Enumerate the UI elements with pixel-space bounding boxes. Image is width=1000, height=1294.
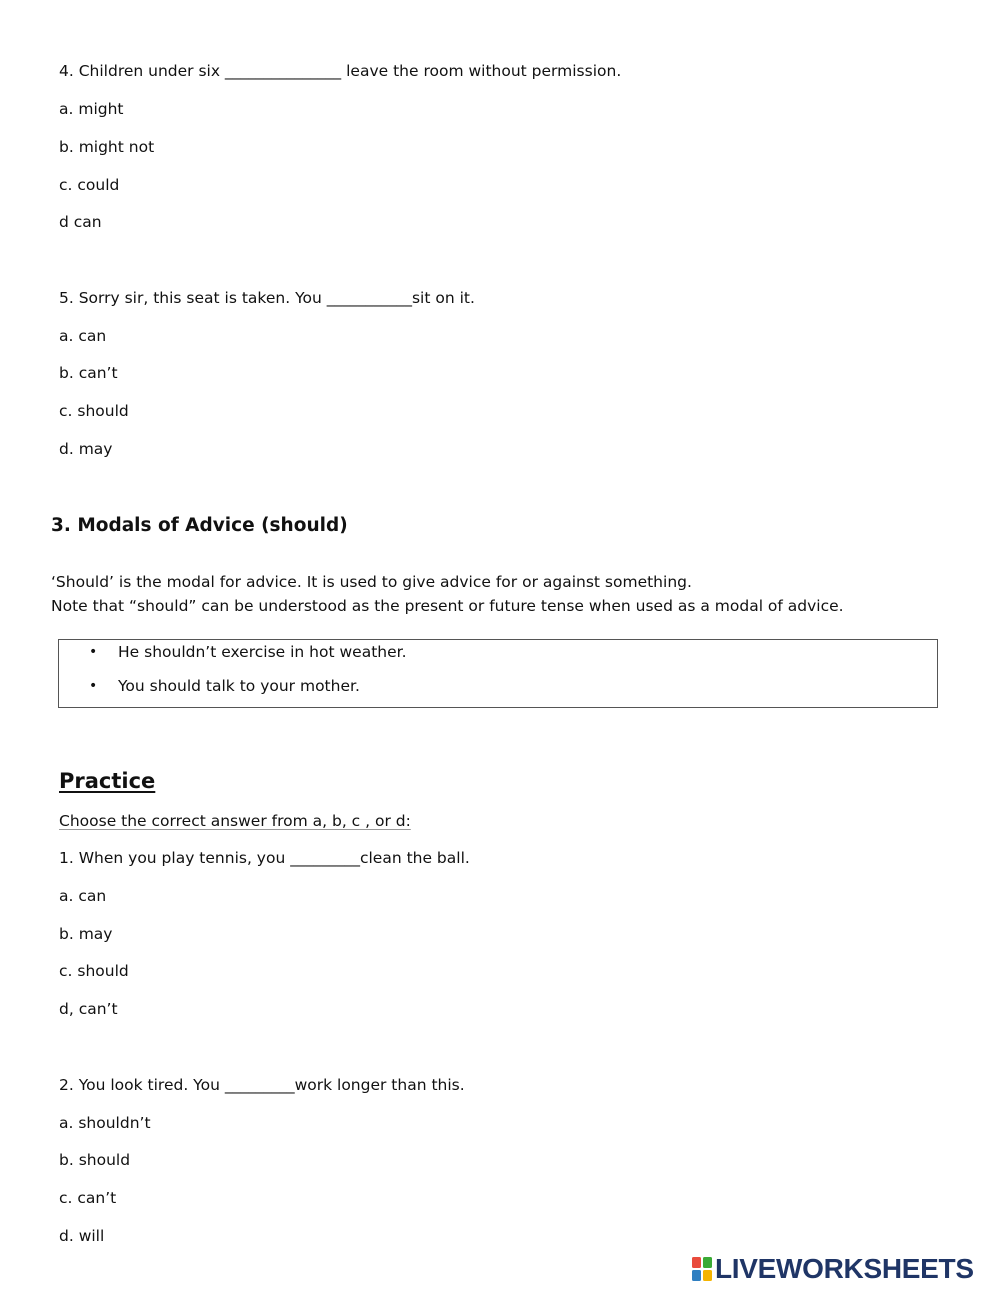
section-paragraph-2: Note that “should” can be understood as the present or future tense when used as a modal of advice. [51, 597, 844, 615]
examples-box [58, 639, 938, 708]
pq1-option-b: b. may [59, 925, 113, 943]
q4-option-a: a. might [59, 100, 124, 118]
q4-option-d: d can [59, 213, 102, 231]
pq2-option-c: c. can’t [59, 1189, 117, 1207]
section-heading: 3. Modals of Advice (should) [51, 515, 348, 536]
bullet-icon: • [89, 644, 98, 660]
pq1-option-c: c. should [59, 962, 129, 980]
question-5-text: 5. Sorry sir, this seat is taken. You ___________sit on it. [59, 289, 475, 307]
section-paragraph-1: ‘Should’ is the modal for advice. It is used to give advice for or against something. [51, 573, 692, 591]
liveworksheets-logo [692, 1255, 974, 1283]
q5-option-c: c. should [59, 402, 129, 420]
q4-option-c: c. could [59, 176, 120, 194]
question-4-text: 4. Children under six _______________ leave the room without permission. [59, 62, 622, 80]
practice-question-2-text: 2. You look tired. You _________work longer than this. [59, 1076, 465, 1094]
q5-option-b: b. can’t [59, 364, 118, 382]
liveworksheets-logo-icon [692, 1257, 712, 1281]
q4-option-b: b. might not [59, 138, 155, 156]
example-text: You should talk to your mother. [118, 677, 360, 695]
q5-option-d: d. may [59, 440, 113, 458]
bullet-icon: • [89, 678, 98, 694]
pq2-option-b: b. should [59, 1151, 131, 1169]
pq1-option-d: d, can’t [59, 1000, 118, 1018]
logo-text: LIVEWORKSHEETS [715, 1253, 974, 1284]
pq2-option-d: d. will [59, 1227, 105, 1245]
pq2-option-a: a. shouldn’t [59, 1114, 151, 1132]
practice-question-1-text: 1. When you play tennis, you _________clean the ball. [59, 849, 470, 867]
q5-option-a: a. can [59, 327, 107, 345]
practice-instruction: Choose the correct answer from a, b, c , or d: [59, 812, 411, 830]
example-text: He shouldn’t exercise in hot weather. [118, 643, 407, 661]
pq1-option-a: a. can [59, 887, 107, 905]
practice-title: Practice [59, 769, 156, 793]
